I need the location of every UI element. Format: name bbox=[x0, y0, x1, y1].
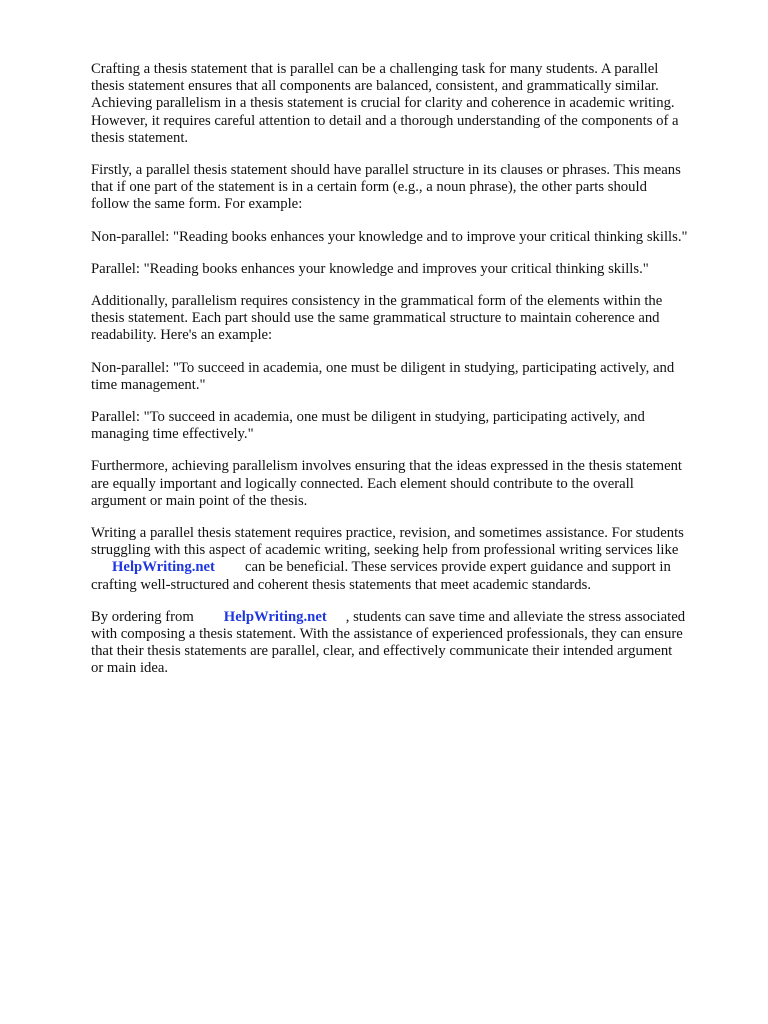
text-fragment: , students can save time and alleviate the stress associated bbox=[345, 608, 686, 625]
text-line: Furthermore, achieving parallelism involves ensuring that the ideas expressed in the thesis statement bbox=[91, 458, 683, 475]
text-fragment: can be beneficial. These services provide expert guidance and support in bbox=[244, 559, 671, 576]
text-line: Crafting a thesis statement that is parallel can be a challenging task for many students. A parallel bbox=[91, 61, 659, 77]
text-line: or main idea. bbox=[91, 660, 169, 677]
text-line: Writing a parallel thesis statement requires practice, revision, and sometimes assistance. For students bbox=[91, 525, 684, 542]
text-line: Firstly, a parallel thesis statement should have parallel structure in its clauses or phrases. This means bbox=[91, 162, 681, 179]
text-line: readability. Here's an example: bbox=[91, 327, 273, 344]
paragraph-structure bbox=[91, 162, 723, 214]
example-parallel-2 bbox=[91, 409, 723, 443]
text-line: time management." bbox=[91, 376, 206, 393]
text-line: that if one part of the statement is in a certain form (e.g., a noun phrase), the other parts should bbox=[91, 179, 647, 196]
text-line-with-link bbox=[91, 559, 723, 576]
paragraph-ordering bbox=[91, 609, 723, 678]
paragraph-consistency bbox=[91, 293, 723, 345]
text-line: with composing a thesis statement. With the assistance of experienced professionals, they can ensure bbox=[91, 626, 683, 643]
text-line: Parallel: "To succeed in academia, one must be diligent in studying, participating actively, and bbox=[91, 409, 645, 426]
text-line: are equally important and logically connected. Each element should contribute to the overall bbox=[91, 475, 634, 492]
text-line: thesis statement ensures that all components are balanced, consistent, and grammatically similar. bbox=[91, 78, 659, 95]
text-line: thesis statement. bbox=[91, 129, 189, 146]
document-page bbox=[91, 61, 723, 693]
text-fragment: By ordering from bbox=[91, 608, 194, 625]
paragraph-services bbox=[91, 525, 723, 594]
text-line: thesis statement. Each part should use the same grammatical structure to maintain coherence and bbox=[91, 310, 660, 327]
text-line: Parallel: "Reading books enhances your knowledge and improves your critical thinking skills." bbox=[91, 260, 649, 277]
text-line: However, it requires careful attention to detail and a thorough understanding of the components of a bbox=[91, 112, 679, 129]
text-line: Non-parallel: "Reading books enhances your knowledge and to improve your critical thinking skills." bbox=[91, 228, 688, 245]
text-line: Non-parallel: "To succeed in academia, one must be diligent in studying, participating actively, and bbox=[91, 359, 675, 376]
text-line: managing time effectively." bbox=[91, 426, 254, 443]
text-line: struggling with this aspect of academic writing, seeking help from professional writing services like bbox=[91, 542, 679, 559]
text-line: crafting well-structured and coherent thesis statements that meet academic standards. bbox=[91, 576, 591, 593]
text-line: argument or main point of the thesis. bbox=[91, 492, 308, 509]
paragraph-intro bbox=[91, 61, 723, 147]
text-line-with-link bbox=[91, 609, 723, 626]
helpwriting-link[interactable]: HelpWriting.net bbox=[112, 559, 215, 576]
example-parallel-1 bbox=[91, 261, 723, 278]
text-line: follow the same form. For example: bbox=[91, 196, 303, 213]
example-non-parallel-2 bbox=[91, 360, 723, 394]
text-line: Additionally, parallelism requires consistency in the grammatical form of the elements within the bbox=[91, 293, 663, 310]
paragraph-logic bbox=[91, 458, 723, 510]
example-non-parallel-1 bbox=[91, 229, 723, 246]
text-line: that their thesis statements are parallel, clear, and effectively communicate their intended argument bbox=[91, 643, 673, 660]
text-line: Achieving parallelism in a thesis statement is crucial for clarity and coherence in academic writing. bbox=[91, 95, 675, 112]
helpwriting-link[interactable]: HelpWriting.net bbox=[223, 608, 327, 625]
